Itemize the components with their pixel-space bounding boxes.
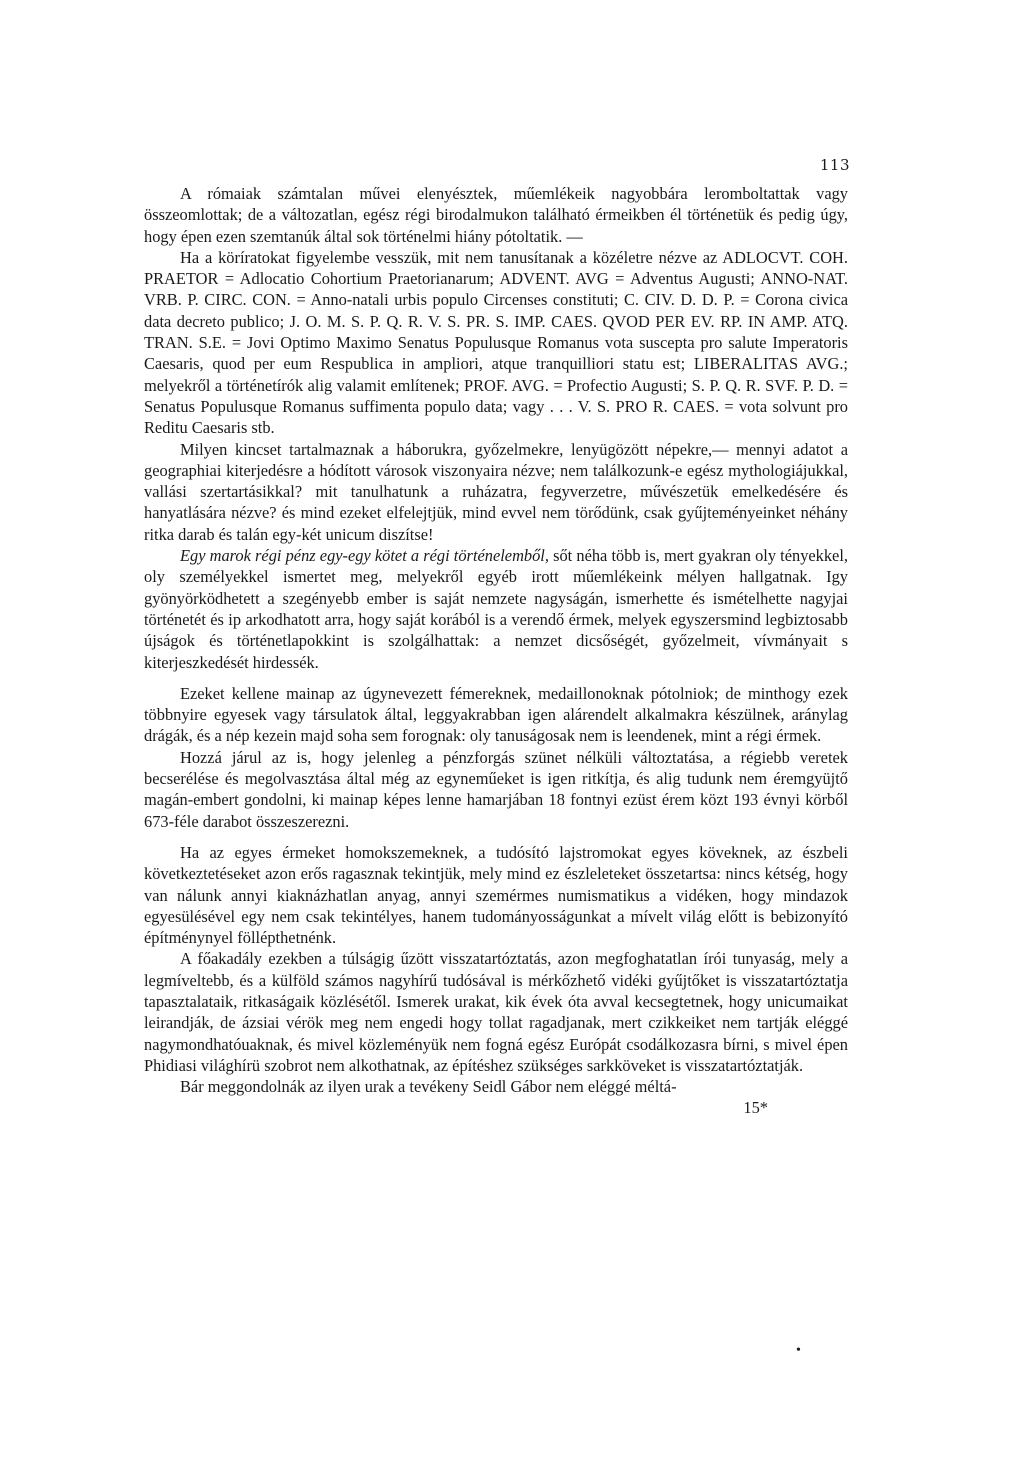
paragraph-handful-of-coins xyxy=(144,545,848,673)
paragraph-medals: Ezeket kellene mainap az úgynevezett fémereknek, medaillonoknak pótolniok; de minthogy ezek többnyire egyesek vagy társulatok által, leggyakrabban igen alárendelt alkalmakra készülnek, aránylag drágák, és a nép kezein majd soha sem forognak: oly tanuságosak nem is leendenek, mint a régi érmek. xyxy=(144,683,848,746)
paragraph-roman-coins: A rómaiak számtalan művei elenyésztek, műemlékeik nagyobbára leromboltattak vagy összeomlottak; de a változatlan, egész régi birodalmukon található érmeikben él történetük és pedig úgy, hogy épen ezen szemtanúk által sok történelmi hiány pótoltatik. — xyxy=(144,184,848,246)
paragraph-collectors: Ha az egyes érmeket homokszemeknek, a tudósító lajstromokat egyes köveknek, az észbeli következtetéseket azon erős ragasznak tekintjük, mely mind ez észleleteket összetartsa: nincs kétség, hogy van nálunk annyi kiaknázhatlan anyag, annyi szemérmes numismatikus a vidéken, hogy mindazok egyesülésével egy nem csak tekintélyes, hanem tudományosságunkat a mívelt világ előtt is bebizonyító építménynyel föllépthetnénk. xyxy=(144,842,848,948)
paragraph-handful-rest: sőt néha több is, mert gyakran oly tényekkel, oly személyekkel ismertet meg, melyekről egyéb irott műemlékeink mélyen hallgatnak. Igy gyönyörködhetett a szegényebb ember is saját nemzete nagyságán, ismerhette és ismételhette nagyjai történetét és ip arkodhatott arra, hogy saját korából is a verendő érmek, melyek egyszersmind legbiztosabb újságok és történetlapokkint is szolgálhattak: a nemzet dicsőségét, győzelmeit, vívmányait s kiterjeszkedését hirdessék. xyxy=(144,546,848,672)
body-text xyxy=(144,183,848,1119)
paragraph-seidl: Bár meggondolnák az ilyen urak a tevékeny Seidl Gábor nem eléggé méltá- xyxy=(180,1077,677,1097)
italic-phrase: Egy marok régi pénz egy-egy kötet a régi történelemből, xyxy=(180,546,549,566)
stray-mark: • xyxy=(796,1343,801,1358)
page-number: 113 xyxy=(819,156,850,174)
paragraph-main-obstacle: A főakadály ezekben a túlságig űzött visszatartóztatás, azon megfoghatatlan írói tunyaság, mely a legmíveltebb, és a külföld számos nagyhírű tudósával is mérkőzhető vidéki gyűjtőket is visszatartóztatja tapasztalataik, ritkaságaik közlésétől. Ismerek urakat, kik évek óta avval kecsegtetnek, hogy unicumaikat leirandják, de ázsiai vérök meg nem engedi hogy tollat ragadjanak, mert czikkeiket nem tartják eléggé nagymondhatóuaknak, és mivel közleményük nem fogná egész Európát csodálkozasra bírni, s mivel épen Phidiasi világhírü szobrot nem alkothatnak, az építéshez szükséges sarkköveket is visszatartóztatják. xyxy=(144,949,848,1075)
paragraph-inscriptions: Ha a köríratokat figyelembe vesszük, mit nem tanusítanak a közéletre nézve az ADLOCVT. COH. PRAETOR = Adlocatio Cohortium Praetorianarum; ADVENT. AVG = Adventus Augusti; ANNO-NAT. VRB. P. CIRC. CON. = Anno-natali urbis populo Circenses constituti; C. CIV. D. D. P. = Corona civica data decreto publico; J. O. M. S. P. Q. R. V. S. PR. S. IMP. CAES. QVOD PER EV. RP. IN AMP. ATQ. TRAN. S.E. = Jovi Optimo Maximo Senatus Populusque Romanus vota suscepta pro salute Imperatoris Caesaris, quod per eum Respublica in ampliori, atque tranquilliori statu est; LIBERALITAS AVG.; melyekről a történetírók alig valamit említenek; PROF. AVG. = Profectio Augusti; S. P. Q. R. SVF. P. D. = Senatus Populusque Romanus suffimenta populo data; vagy . . . V. S. PRO R. CAES. = vota solvunt pro Reditu Caesaris stb. xyxy=(144,247,848,438)
paragraph-circulation: Hozzá járul az is, hogy jelenleg a pénzforgás szünet nélküli változtatása, a régiebb veretek becserélése és megolvasztása által még az egyneműeket is igen ritkítja, és alig tudunk nem éremgyüjtő magán-embert gondolni, ki mainap képes lenne hamarjában 18 fontnyi ezüst érem közt 193 évnyi körből 673-féle darabot összeszerezni. xyxy=(144,747,848,831)
paragraph-treasures: Milyen kincset tartalmaznak a háborukra, győzelmekre, lenyügözött népekre,— mennyi adatot a geographiai kiterjedésre a hódított városok viszonyaira nézve; nem találkozunk-e egész mythologiájukkal, vallási szertartásikkal? mit tanulhatunk a ruházatra, fegyverzetre, művészetük emelkedésére és hanyatlására nézve? és mind ezeket elfelejtjük, mind evvel nem törődünk, csak gyűjteményeinket néhány ritka darab és talán egy-két unicum diszítse! xyxy=(144,439,848,544)
signature-mark: 15* xyxy=(743,1098,768,1118)
